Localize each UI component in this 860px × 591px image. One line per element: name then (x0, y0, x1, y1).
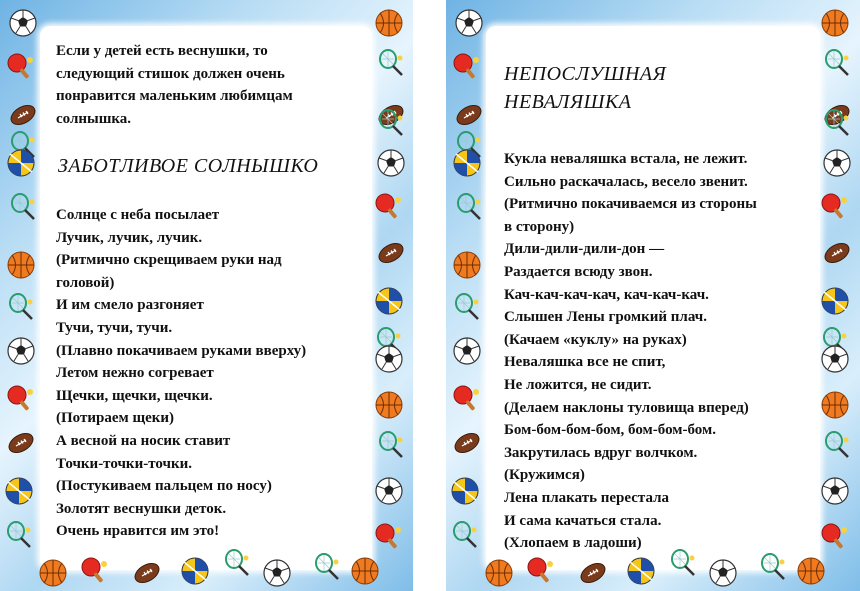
poem-line: Закрутилась вдруг волчком. (504, 444, 698, 461)
poem-line: Кач-кач-кач-кач, кач-кач-кач. (504, 286, 709, 303)
volleyball-icon (374, 286, 404, 316)
soccer-ball-icon (708, 558, 738, 588)
poem-line: Дили-дили-дили-дон — (504, 241, 665, 258)
american-football-icon (454, 100, 484, 130)
tennis-racket-icon (6, 292, 36, 322)
tennis-racket-icon (376, 108, 406, 138)
poem-line: (Хлопаем в ладоши) (504, 535, 642, 552)
poem-line: Солнце с неба посылает (56, 207, 220, 223)
soccer-ball-icon (820, 344, 850, 374)
poem-line: Летом нежно согревает (56, 365, 214, 382)
poem-line: Сильно раскачалась, весело звенит. (504, 173, 748, 190)
poem-line: Раздается всюду звон. (504, 263, 653, 280)
volleyball-icon (6, 148, 36, 178)
basketball-icon (38, 558, 68, 588)
poem-line: (Ритмично покачиваемся из стороны (504, 196, 757, 213)
tennis-racket-icon (668, 548, 698, 578)
american-football-icon (8, 100, 38, 130)
intro-text (56, 40, 366, 130)
volleyball-icon (452, 148, 482, 178)
tennis-racket-icon (822, 108, 852, 138)
intro-line: солнышка. (56, 110, 132, 127)
poem-line: Золотят веснушки деток. (56, 500, 227, 517)
right-card (446, 0, 860, 591)
poem-title-right (504, 60, 666, 116)
poem-line: (Постукиваем пальцем по носу) (56, 478, 272, 495)
poem-title-left: ЗАБОТЛИВОЕ СОЛНЫШКО (58, 155, 319, 177)
ping-pong-paddle-icon (6, 52, 36, 82)
poem-line: Щечки, щечки, щечки. (56, 387, 213, 404)
basketball-icon (820, 390, 850, 420)
american-football-icon (376, 238, 406, 268)
tennis-racket-icon (450, 520, 480, 550)
american-football-icon (578, 558, 608, 588)
poem-line: Неваляшка все не спит, (504, 354, 666, 371)
american-football-icon (132, 558, 162, 588)
basketball-icon (374, 8, 404, 38)
soccer-ball-icon (454, 8, 484, 38)
tennis-racket-icon (758, 552, 788, 582)
soccer-ball-icon (374, 476, 404, 506)
poem-line: головой) (56, 274, 115, 291)
ping-pong-paddle-icon (80, 556, 110, 586)
intro-line: Если у детей есть веснушки, то (56, 43, 268, 59)
ping-pong-paddle-icon (820, 522, 850, 552)
american-football-icon (6, 428, 36, 458)
poem-line: (Ритмично скрещиваем руки над (56, 252, 282, 269)
basketball-icon (6, 250, 36, 280)
poem-line: Лена плакать перестала (504, 489, 669, 506)
volleyball-icon (180, 556, 210, 586)
poem-line: (Кружимся) (504, 467, 585, 484)
tennis-racket-icon (4, 520, 34, 550)
ping-pong-paddle-icon (6, 384, 36, 414)
basketball-icon (820, 8, 850, 38)
tennis-racket-icon (822, 48, 852, 78)
poem-line: (Плавно покачиваем руками вверху) (56, 342, 307, 359)
basketball-icon (452, 250, 482, 280)
tennis-racket-icon (222, 548, 252, 578)
poem-line: И им смело разгоняет (56, 297, 204, 314)
poem-line: в сторону) (504, 218, 575, 235)
soccer-ball-icon (822, 148, 852, 178)
poem-line: Лучик, лучик, лучик. (56, 229, 203, 246)
intro-line: следующий стишок должен очень (56, 65, 285, 82)
title-line: НЕПОСЛУШНАЯ (504, 63, 667, 85)
tennis-racket-icon (822, 430, 852, 460)
poem-line: Точки-точки-точки. (56, 455, 192, 472)
poem-line: (Делаем наклоны туловища вперед) (504, 399, 749, 416)
poem-line: Очень нравится им это! (56, 523, 220, 540)
soccer-ball-icon (262, 558, 292, 588)
american-football-icon (452, 428, 482, 458)
soccer-ball-icon (820, 476, 850, 506)
poem-line: Бом-бом-бом-бом, бом-бом-бом. (504, 422, 716, 439)
poem-line: (Потираем щеки) (56, 410, 175, 427)
ping-pong-paddle-icon (452, 52, 482, 82)
poem-left (56, 204, 366, 543)
soccer-ball-icon (452, 336, 482, 366)
poem-line: (Качаем «куклу» на руках) (504, 331, 687, 348)
soccer-ball-icon (376, 148, 406, 178)
tennis-racket-icon (376, 430, 406, 460)
tennis-racket-icon (376, 48, 406, 78)
basketball-icon (796, 556, 826, 586)
ping-pong-paddle-icon (526, 556, 556, 586)
soccer-ball-icon (374, 344, 404, 374)
tennis-racket-icon (454, 192, 484, 222)
intro-line: понравится маленьким любимцам (56, 88, 293, 105)
basketball-icon (484, 558, 514, 588)
soccer-ball-icon (6, 336, 36, 366)
left-card (0, 0, 413, 591)
basketball-icon (374, 390, 404, 420)
title-line: НЕВАЛЯШКА (504, 91, 632, 113)
ping-pong-paddle-icon (452, 384, 482, 414)
poem-line: И сама качаться стала. (504, 512, 662, 529)
volleyball-icon (626, 556, 656, 586)
volleyball-icon (820, 286, 850, 316)
american-football-icon (822, 238, 852, 268)
poem-line: Не ложится, не сидит. (504, 376, 652, 393)
ping-pong-paddle-icon (374, 192, 404, 222)
tennis-racket-icon (8, 192, 38, 222)
soccer-ball-icon (8, 8, 38, 38)
volleyball-icon (450, 476, 480, 506)
ping-pong-paddle-icon (374, 522, 404, 552)
ping-pong-paddle-icon (820, 192, 850, 222)
poem-line: Кукла неваляшка встала, не лежит. (504, 151, 748, 167)
poem-line: Тучи, тучи, тучи. (56, 319, 173, 336)
tennis-racket-icon (312, 552, 342, 582)
poem-line: Слышен Лены громкий плач. (504, 309, 707, 326)
volleyball-icon (4, 476, 34, 506)
poem-right (504, 148, 804, 555)
poem-line: А весной на носик ставит (56, 432, 231, 449)
basketball-icon (350, 556, 380, 586)
tennis-racket-icon (452, 292, 482, 322)
